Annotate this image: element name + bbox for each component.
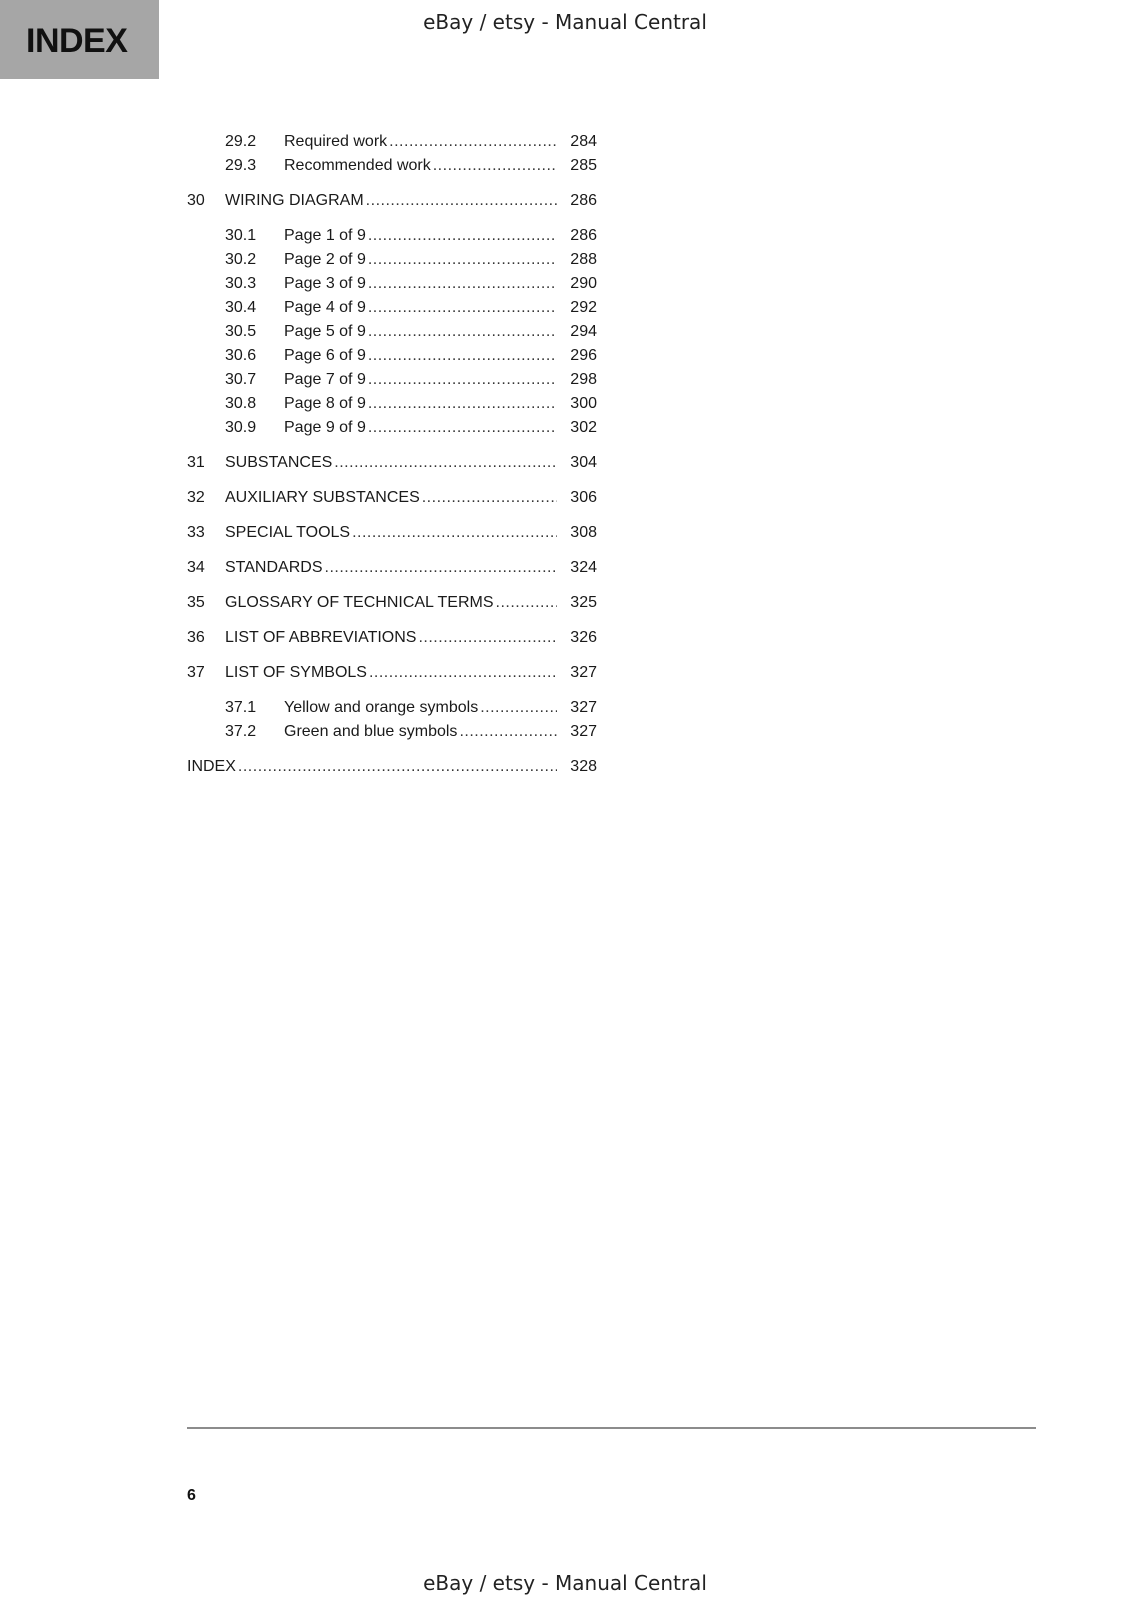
toc-entry[interactable] <box>187 296 597 320</box>
dot-leader <box>368 248 557 272</box>
dot-leader <box>368 368 557 392</box>
dot-leader <box>368 296 557 320</box>
toc-entry-title: INDEX <box>187 758 236 775</box>
toc-entry-page: 325 <box>570 594 597 611</box>
toc-entry-title: Page 2 of 9 <box>284 251 366 268</box>
dot-leader <box>238 755 557 779</box>
toc-entry-title: Page 1 of 9 <box>284 227 366 244</box>
toc-entry-number: 30.2 <box>225 251 257 268</box>
dot-leader <box>368 272 557 296</box>
toc-entry[interactable] <box>187 755 597 779</box>
toc-entry-number: 33 <box>187 524 205 541</box>
toc-entry-page: 327 <box>570 699 597 716</box>
toc-entry-page: 326 <box>570 629 597 646</box>
toc-entry-page: 284 <box>570 133 597 150</box>
toc-entry[interactable] <box>187 720 597 744</box>
toc-entry-page: 290 <box>570 275 597 292</box>
dot-leader <box>368 224 557 248</box>
toc-entry[interactable] <box>187 248 597 272</box>
toc-entry-number: 30.7 <box>225 371 257 388</box>
toc-entry[interactable] <box>187 451 597 475</box>
toc-entry-number: 29.2 <box>225 133 257 150</box>
dot-leader <box>325 556 558 580</box>
toc-entry-number: 30.4 <box>225 299 257 316</box>
toc-entry-title: Green and blue symbols <box>284 723 458 740</box>
dot-leader <box>334 451 557 475</box>
toc-entry-title: SUBSTANCES <box>225 454 333 471</box>
toc-entry[interactable] <box>187 272 597 296</box>
toc-entry-title: AUXILIARY SUBSTANCES <box>225 489 420 506</box>
toc-entry-number: 34 <box>187 559 205 576</box>
toc-entry-number: 37 <box>187 664 205 681</box>
toc-entry[interactable] <box>187 556 597 580</box>
toc-entry-number: 30.6 <box>225 347 257 364</box>
toc-entry[interactable] <box>187 521 597 545</box>
toc-entry-page: 300 <box>570 395 597 412</box>
toc-entry[interactable] <box>187 486 597 510</box>
toc-entry-page: 285 <box>570 157 597 174</box>
dot-leader <box>352 521 557 545</box>
toc-entry-number: 36 <box>187 629 205 646</box>
toc-entry-number: 29.3 <box>225 157 257 174</box>
toc-entry-title: Page 3 of 9 <box>284 275 366 292</box>
section-tab-label: INDEX <box>26 22 128 60</box>
toc-entry-number: 30.1 <box>225 227 257 244</box>
toc-entry[interactable] <box>187 189 597 213</box>
toc-entry-title: Page 6 of 9 <box>284 347 366 364</box>
toc-entry-number: 37.1 <box>225 699 257 716</box>
dot-leader <box>433 154 557 178</box>
dot-leader <box>366 189 557 213</box>
toc-entry-title: Required work <box>284 133 388 150</box>
dot-leader <box>368 320 557 344</box>
toc-entry-number: 37.2 <box>225 723 257 740</box>
toc-entry-page: 286 <box>570 192 597 209</box>
toc-entry-title: LIST OF SYMBOLS <box>225 664 367 681</box>
toc-entry-title: Page 5 of 9 <box>284 323 366 340</box>
toc-entry-page: 304 <box>570 454 597 471</box>
toc-entry[interactable] <box>187 626 597 650</box>
dot-leader <box>496 591 557 615</box>
toc-entry-number: 30.8 <box>225 395 257 412</box>
page-number: 6 <box>187 1487 196 1504</box>
dot-leader <box>369 661 557 685</box>
toc-entry[interactable] <box>187 696 597 720</box>
toc-entry[interactable] <box>187 224 597 248</box>
toc-entry-page: 327 <box>570 723 597 740</box>
dot-leader <box>480 696 557 720</box>
toc-entry-page: 286 <box>570 227 597 244</box>
toc-entry-title: WIRING DIAGRAM <box>225 192 364 209</box>
toc-entry-page: 327 <box>570 664 597 681</box>
toc-entry-title: Page 4 of 9 <box>284 299 366 316</box>
dot-leader <box>368 344 557 368</box>
toc-entry-page: 324 <box>570 559 597 576</box>
toc-entry-page: 302 <box>570 419 597 436</box>
toc-entry-title: LIST OF ABBREVIATIONS <box>225 629 417 646</box>
toc-entry[interactable] <box>187 154 597 178</box>
dot-leader <box>368 416 557 440</box>
toc-entry[interactable] <box>187 661 597 685</box>
toc-entry[interactable] <box>187 416 597 440</box>
toc-entry-page: 306 <box>570 489 597 506</box>
toc-entry[interactable] <box>187 130 597 154</box>
toc-entry-number: 32 <box>187 489 205 506</box>
table-of-contents <box>187 130 597 779</box>
toc-entry-number: 30.9 <box>225 419 257 436</box>
toc-entry-title: Recommended work <box>284 157 431 174</box>
dot-leader <box>418 626 557 650</box>
toc-entry-page: 308 <box>570 524 597 541</box>
toc-entry[interactable] <box>187 368 597 392</box>
dot-leader <box>459 720 557 744</box>
toc-entry[interactable] <box>187 344 597 368</box>
toc-entry-number: 35 <box>187 594 205 611</box>
toc-entry-number: 30.3 <box>225 275 257 292</box>
toc-entry-title: Page 8 of 9 <box>284 395 366 412</box>
toc-entry-title: STANDARDS <box>225 559 323 576</box>
toc-entry-page: 298 <box>570 371 597 388</box>
toc-entry[interactable] <box>187 320 597 344</box>
dot-leader <box>389 130 557 154</box>
header-watermark: eBay / etsy - Manual Central <box>423 10 707 34</box>
footer-watermark: eBay / etsy - Manual Central <box>423 1571 707 1595</box>
toc-entry-page: 288 <box>570 251 597 268</box>
toc-entry-number: 30 <box>187 192 205 209</box>
toc-entry-page: 294 <box>570 323 597 340</box>
toc-entry[interactable] <box>187 591 597 615</box>
footer-divider <box>187 1427 1036 1429</box>
toc-entry-title: Yellow and orange symbols <box>284 699 479 716</box>
toc-entry-number: 30.5 <box>225 323 257 340</box>
toc-entry-page: 328 <box>570 758 597 775</box>
dot-leader <box>368 392 557 416</box>
toc-entry-page: 292 <box>570 299 597 316</box>
dot-leader <box>422 486 557 510</box>
toc-entry-title: GLOSSARY OF TECHNICAL TERMS <box>225 594 494 611</box>
toc-entry-title: Page 9 of 9 <box>284 419 366 436</box>
toc-entry-number: 31 <box>187 454 205 471</box>
toc-entry-title: SPECIAL TOOLS <box>225 524 351 541</box>
toc-entry-page: 296 <box>570 347 597 364</box>
toc-entry[interactable] <box>187 392 597 416</box>
toc-entry-title: Page 7 of 9 <box>284 371 366 388</box>
